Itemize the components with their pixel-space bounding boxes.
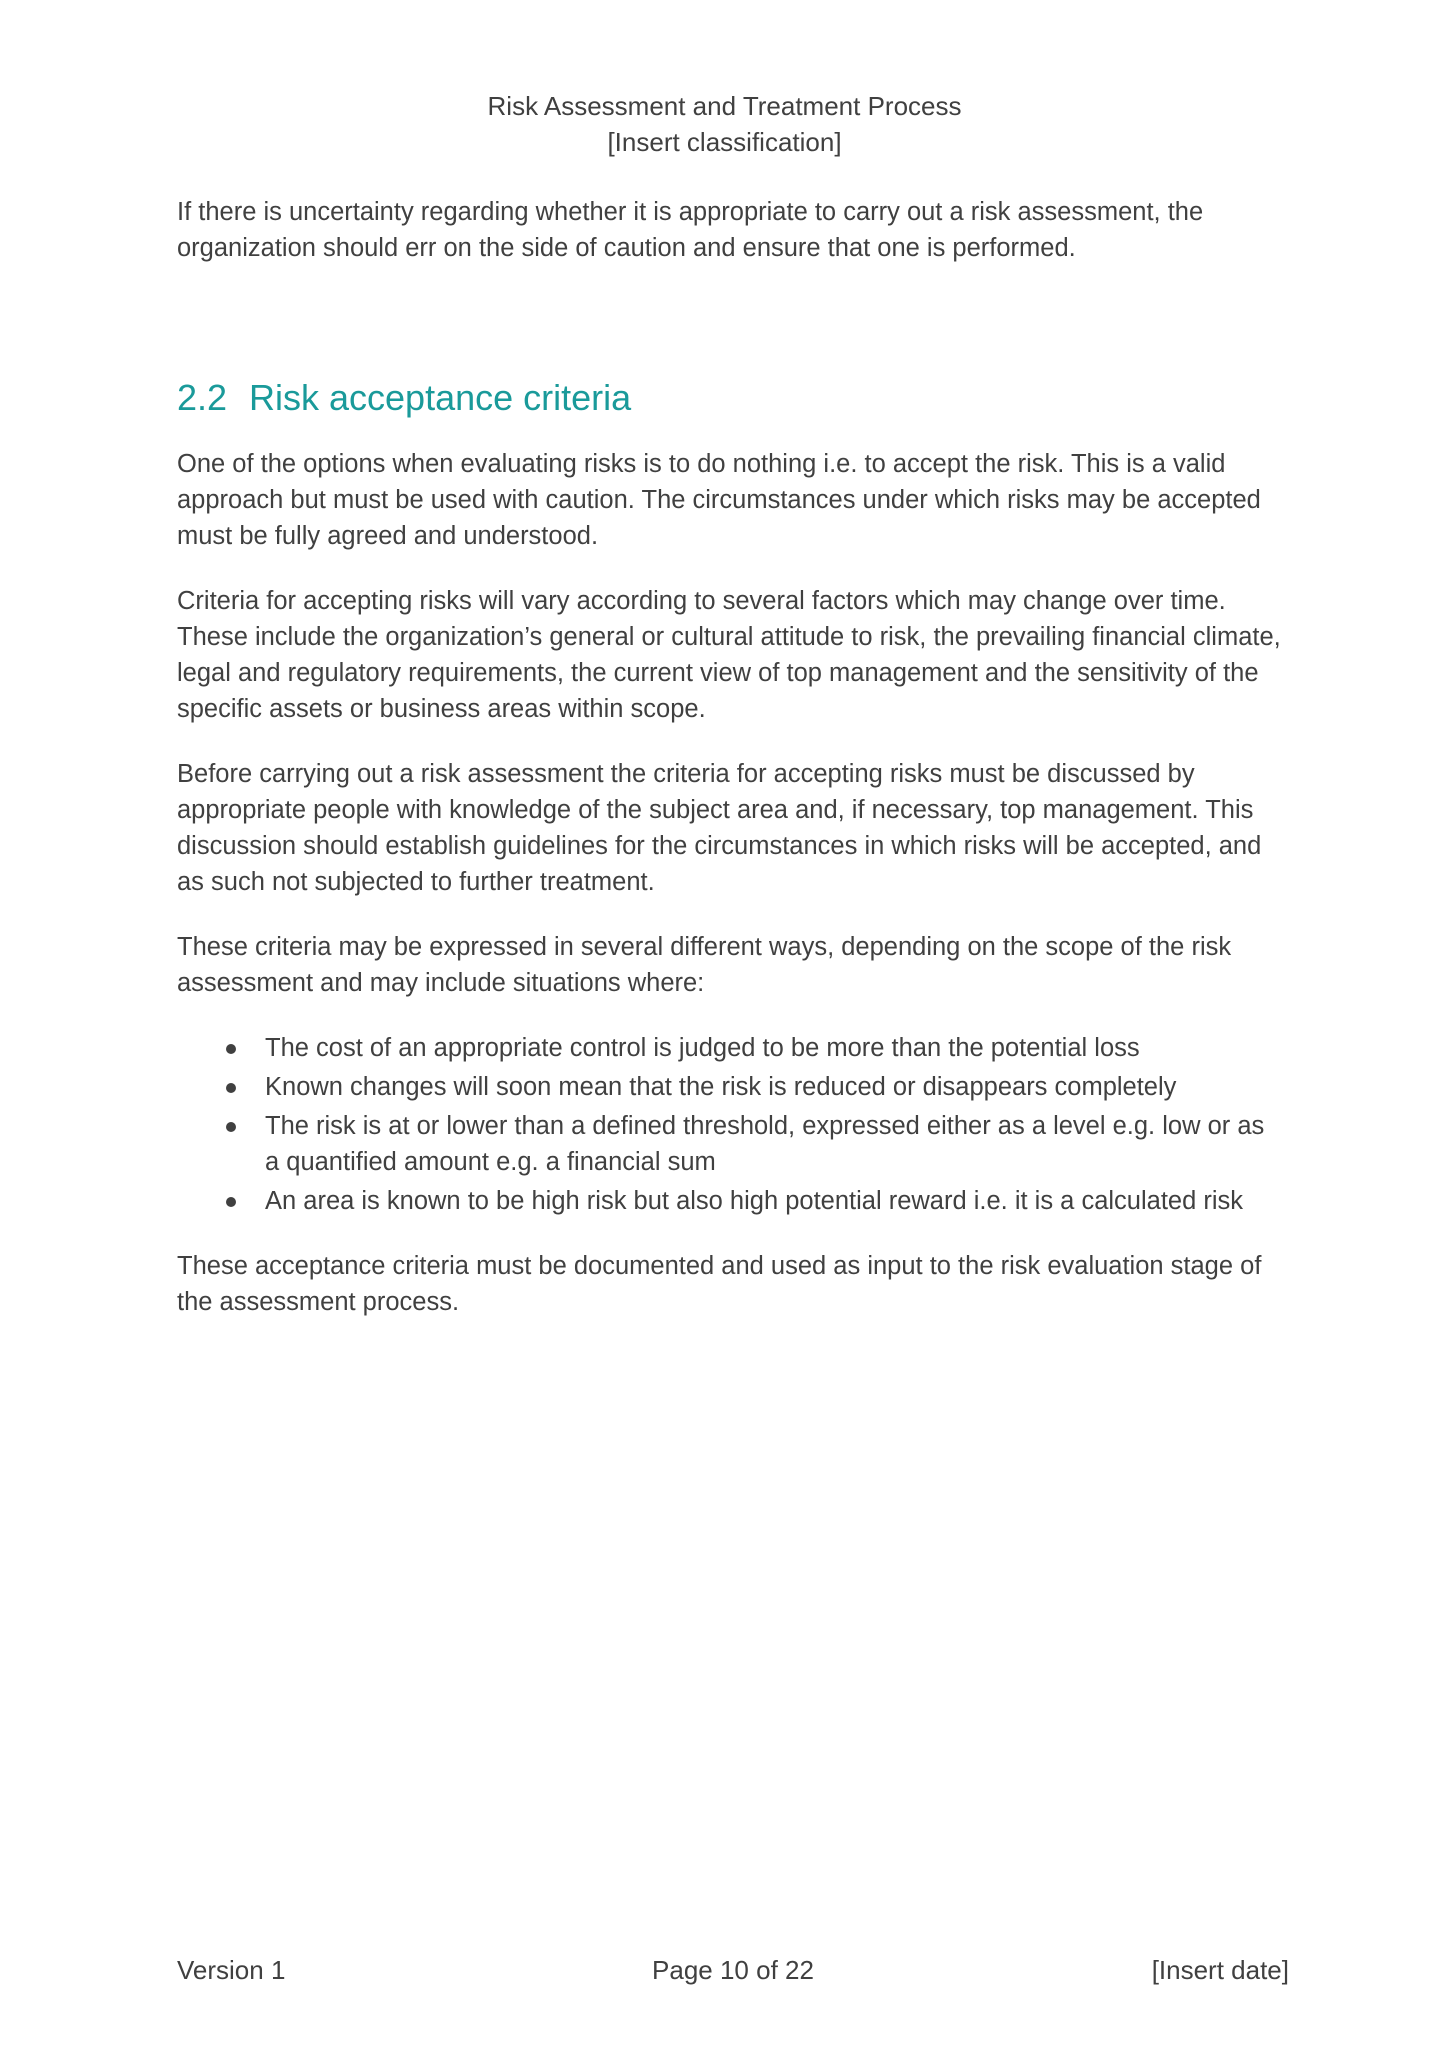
list-item-text: An area is known to be high risk but also high potential reward i.e. it is a calculated risk: [265, 1187, 1244, 1215]
closing-paragraph: These acceptance criteria must be documented and used as input to the risk evaluation stage of the assessment process.: [177, 1252, 1262, 1316]
list-item: [177, 1030, 1282, 1066]
document-classification: [Insert classification]: [607, 127, 842, 157]
criteria-list: [177, 1030, 1282, 1219]
list-item-text: Known changes will soon mean that the risk is reduced or disappears completely: [265, 1073, 1177, 1101]
page-header: [0, 88, 1449, 160]
document-title: Risk Assessment and Treatment Process: [487, 91, 962, 121]
bullet-icon: [226, 1197, 236, 1207]
footer-version: Version 1: [177, 1955, 286, 1985]
footer-page-number: Page 10 of 22: [652, 1955, 814, 1985]
intro-paragraph: If there is uncertainty regarding whether it is appropriate to carry out a risk assessment, the organization should err on the side of caution and ensure that one is performed.: [177, 198, 1204, 262]
section-number: 2.2: [177, 377, 228, 418]
footer-date: [Insert date]: [1151, 1955, 1289, 1985]
list-item: [177, 1108, 1282, 1180]
bullet-icon: [226, 1083, 236, 1093]
list-item: [177, 1183, 1282, 1219]
section-title: Risk acceptance criteria: [249, 377, 632, 418]
bullet-icon: [226, 1122, 236, 1132]
paragraph: One of the options when evaluating risks is to do nothing i.e. to accept the risk. This is a valid approach but must be used with caution. The circumstances under which risks may be accepted must be fully agreed and understood.: [177, 450, 1261, 550]
page-content: [177, 194, 1282, 1320]
paragraph: Criteria for accepting risks will vary according to several factors which may change over time. These include the organization’s general or cultural attitude to risk, the prevailing financial climate, legal and regulatory requirements, the current view of top management and the sensitivity of the specific assets or business areas within scope.: [177, 587, 1281, 723]
list-item-text: The cost of an appropriate control is judged to be more than the potential loss: [265, 1034, 1140, 1062]
list-item: [177, 1069, 1282, 1105]
paragraph: These criteria may be expressed in several different ways, depending on the scope of the risk assessment and may include situations where:: [177, 933, 1232, 997]
paragraph: Before carrying out a risk assessment the criteria for accepting risks must be discussed by appropriate people with knowledge of the subject area and, if necessary, top management. This discussion should establish guidelines for the circumstances in which risks will be accepted, and as such not subjected to further treatment.: [177, 760, 1262, 896]
list-item-text: The risk is at or lower than a defined threshold, expressed either as a level e.g. low or as a quantified amount e.g. a financial sum: [265, 1112, 1265, 1176]
section-heading: [177, 374, 1282, 422]
bullet-icon: [226, 1044, 236, 1054]
